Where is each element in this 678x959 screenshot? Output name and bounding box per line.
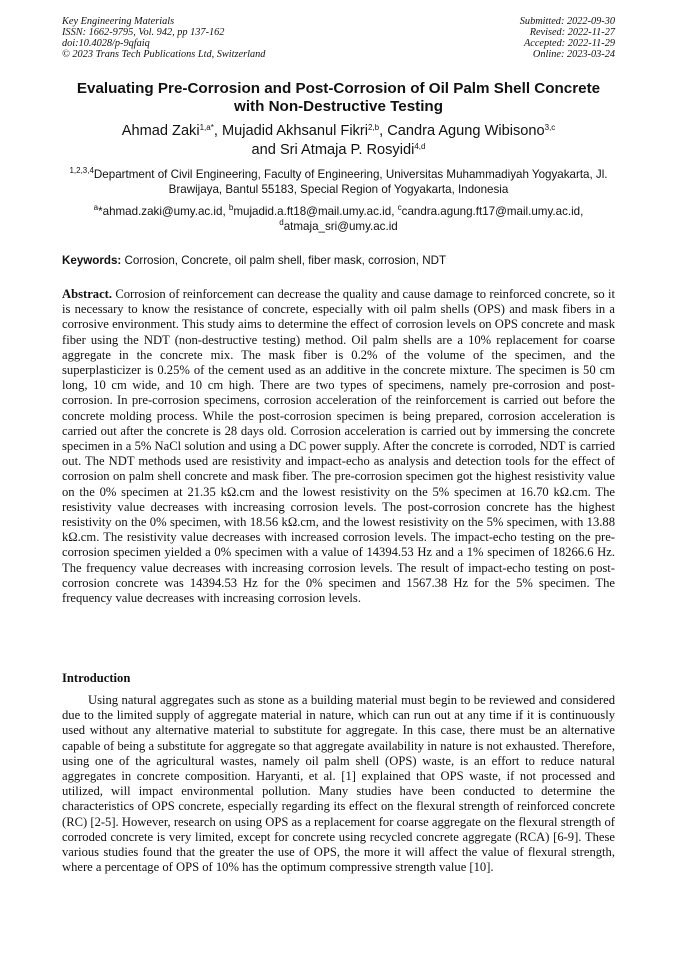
author-superscript: 4,d <box>414 142 426 151</box>
email-link[interactable]: atmaja_sri@umy.ac.id <box>283 220 398 233</box>
author-name: Mujadid Akhsanul Fikri <box>221 123 368 139</box>
email-superscript: d <box>279 218 284 227</box>
abstract-label: Abstract. <box>62 287 113 301</box>
paper-title: Evaluating Pre-Corrosion and Post-Corrosion of Oil Palm Shell Concrete with Non-Destructive Testing <box>76 80 601 115</box>
journal-info <box>62 16 265 60</box>
copyright: © 2023 Trans Tech Publications Ltd, Switzerland <box>62 49 266 60</box>
author-superscript: 2,b <box>367 123 380 132</box>
email-link[interactable]: candra.agung.ft17@mail.umy.ac.id <box>401 205 581 218</box>
submitted-date: Submitted: 2022-09-30 <box>519 16 615 27</box>
journal-name: Key Engineering Materials <box>62 16 175 27</box>
author-list: Ahmad Zaki$^{1,a*}$, Mujadid Akhsanul Fikri$^{2,b}$, Candra Agung Wibisono$^{3,c}$ and Sri Atmaja P. Rosyidi$^{4,d}$ <box>121 123 556 158</box>
email-superscript: a <box>93 203 99 212</box>
affiliation <box>62 167 615 197</box>
section-heading-introduction: Introduction <box>62 671 131 685</box>
doi: doi:10.4028/p-9qfaiq <box>62 38 150 49</box>
online-date: Online: 2023-03-24 <box>532 49 615 60</box>
author-name: Ahmad Zaki <box>121 123 200 139</box>
author-name: Sri Atmaja P. Rosyidi <box>279 142 415 158</box>
email-link[interactable]: mujadid.a.ft18@mail.umy.ac.id <box>233 205 392 218</box>
abstract <box>62 287 615 606</box>
author-name: Candra Agung Wibisono <box>387 123 545 139</box>
author-superscript: 3,c <box>544 123 556 132</box>
revised-date: Revised: 2022-11-27 <box>529 27 615 38</box>
issn: ISSN: 1662-9795, Vol. 942, pp 137-162 <box>62 27 225 38</box>
keywords-text: Corrosion, Concrete, oil palm shell, fiber mask, corrosion, NDT <box>124 254 447 267</box>
accepted-date: Accepted: 2022-11-29 <box>523 38 615 49</box>
email-superscript: b <box>228 203 234 212</box>
introduction-paragraph: Using natural aggregates such as stone as a building material must begin to be reviewed and considered due to the limited supply of aggregate material in nature, which can run out at any time if it is continuously used without any alternative material to substitute for aggregate. In this case, there must be an alternative capable of being a substitute for aggregate so that aggregate availability in nature is not exhausted. Therefore, using one of the agricultural wastes, namely oil palm shell (OPS) waste, is an effort to reduce natural aggregates in concrete composition. Haryanti, et al. [1] explained that OPS waste, if not processed and utilized, will impact environmental pollution. Many studies have been conducted to determine the characteristics of OPS concrete, especially regarding its effect on the flexural strength of reinforced concrete (RC) [2-5]. However, research on using OPS as a replacement for coarse aggregate on the flexural strength of corroded concrete is very limited, except for concrete using recycled concrete aggregate (RCA) [6-9]. These various studies found that the greater the use of OPS, the more it will affect the value of flexural strength, where a percentage of OPS of 10% has the optimum compressive strength value [10]. <box>62 693 615 875</box>
author-conjunction: and <box>251 142 276 158</box>
email-link[interactable]: *ahmad.zaki@umy.ac.id <box>98 205 223 218</box>
author-emails: $^a$*ahmad.zaki@umy.ac.id, $^b$mujadid.a.ft18@mail.umy.ac.id, $^c$candra.agung.ft17@mail.umy.ac.id, $^d$atmaja_sri@umy.ac.id <box>93 203 584 233</box>
keywords <box>62 253 615 268</box>
publication-dates <box>520 16 615 60</box>
keywords-label: Keywords: <box>62 254 122 267</box>
author-superscript: 1,a* <box>199 123 214 132</box>
affiliation-superscript: 1,2,3,4 <box>69 166 94 175</box>
abstract-text: Corrosion of reinforcement can decrease the quality and cause damage to reinforced concrete, so it is necessary to know the resistance of concrete, especially with oil palm shells (OPS) and mask fibers in a corrosive environment. This study aims to determine the effect of corrosion levels on OPS concrete and mask fiber using the NDT (non-destructive testing) method. Oil palm shells are a 10% replacement for coarse aggregate in the concrete mix. The mask fiber is 0.2% of the volume of the specimen, and the superplasticizer is 0.25% of the cement used as an additive in the concrete mixture. The specimen is 50 cm long, 10 cm wide, and 10 cm high. There are two types of specimens, namely pre-corrosion and post-corrosion. In pre-corrosion specimens, corrosion acceleration of the reinforcement is carried out before the concrete molding process. While the post-corrosion specimen is being prepared, corrosion acceleration is carried out after the concrete is 28 days old. Corrosion acceleration is carried out by immersing the concrete specimen in a 5% NaCl solution and using a DC power supply. After the concrete is corroded, NDT is carried out. The NDT methods used are resistivity and impact-echo as analysis and detection tools for the effect of corrosion on palm shell concrete and mask fiber. The pre-corrosion specimen got the highest resistivity value on the 0% specimen at 21.35 kΩ.cm and the lowest resistivity on the 5% specimen at 16.70 kΩ.cm. The resistivity value decreases with increasing corrosion levels. The post-corrosion concrete has the highest resistivity on the 0% specimen, with 18.56 kΩ.cm, and the lowest resistivity on the 5% specimen, with 13.88 kΩ.cm. The resistivity value decreases with increased corrosion levels. The impact-echo testing on the pre-corrosion specimen yielded a 0% specimen with a value of 14394.53 Hz and a 1% specimen of 18266.6 Hz. The frequency value decreases with increasing corrosion levels. The result of impact-echo testing on post-corrosion concrete was 14394.53 Hz for the 0% specimen and 1567.38 Hz for the 5% specimen. The frequency value decreases with increasing corrosion levels. <box>62 287 615 606</box>
email-superscript: c <box>397 203 402 212</box>
affiliation-text: Department of Civil Engineering, Faculty of Engineering, Universitas Muhammadiyah Yogyakarta, Jl. Brawijaya, Bantul 55183, Special Region of Yogyakarta, Indonesia <box>93 168 608 196</box>
